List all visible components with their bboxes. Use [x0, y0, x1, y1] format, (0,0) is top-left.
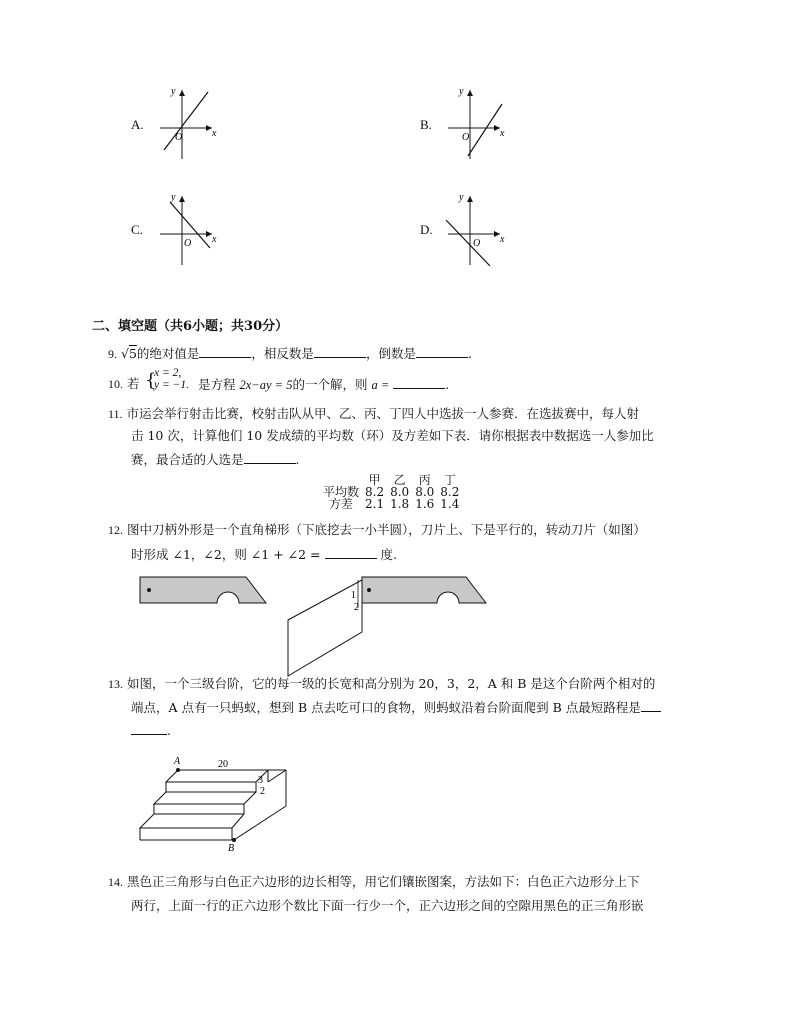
y-label: y: [459, 86, 464, 97]
point-b: [232, 838, 236, 842]
equation-line-2: y = −1.: [154, 379, 189, 391]
rivet-dot: [367, 588, 371, 592]
answer-blank[interactable]: [393, 376, 445, 389]
rivet-dot: [147, 588, 151, 592]
origin-label: O: [473, 238, 481, 249]
option-c-label: C.: [131, 222, 143, 237]
equation: 2x−ay = 5: [239, 378, 293, 392]
answer-blank[interactable]: [199, 345, 251, 358]
q9-text-3: ，倒数是: [365, 346, 416, 361]
q11-line-3-end: .: [295, 452, 300, 467]
label-b: B: [228, 843, 235, 852]
q10-text-2: 的一个解，则: [292, 377, 368, 392]
sqrt-expression: √5: [120, 346, 137, 361]
x-label: x: [500, 128, 505, 139]
graph-line: [446, 220, 490, 266]
answer-blank[interactable]: [416, 345, 468, 358]
q12-line-2-text: 时形成 ∠1，∠2，则 ∠1 + ∠2 =: [131, 547, 321, 562]
y-label: y: [459, 192, 464, 203]
question-13: [108, 676, 655, 692]
table-header: 丙: [418, 473, 431, 487]
point-a: [176, 768, 180, 772]
graph-a: [152, 84, 222, 164]
y-label: y: [171, 192, 176, 203]
question-number: 10.: [108, 377, 123, 391]
x-label: x: [212, 128, 217, 139]
table-header: 甲: [368, 473, 381, 487]
origin-label: O: [462, 132, 470, 143]
q13-line-3: [131, 722, 171, 739]
answer-blank[interactable]: [244, 451, 296, 464]
question-number: 13.: [108, 677, 123, 691]
table-cell: 平均数: [323, 485, 360, 499]
q9-text-4: .: [467, 346, 472, 361]
q14-line-2: 两行，上面一行的正六边形个数比下面一行少一个，正六边形之间的空隙用黑色的正三角形嵌: [131, 898, 644, 913]
origin-label: O: [175, 132, 183, 143]
label-width: 3: [258, 775, 263, 786]
q12-line-2: [131, 546, 397, 563]
graph-line: [468, 104, 502, 156]
answer-blank[interactable]: [131, 722, 167, 735]
table-header: 乙: [393, 473, 406, 487]
table-cell: 8.2: [440, 485, 460, 499]
answer-blank[interactable]: [641, 699, 661, 712]
y-label: y: [171, 86, 176, 97]
section-title: 二、填空题（共6小题；共30分）: [92, 319, 289, 334]
origin-label: O: [184, 238, 192, 249]
question-11: [108, 406, 639, 422]
question-10: [108, 376, 140, 392]
x-label: x: [212, 234, 217, 245]
option-b-label: B.: [420, 117, 432, 132]
table-cell: 8.2: [365, 485, 385, 499]
answer-blank[interactable]: [325, 546, 377, 559]
option-a-label: A.: [131, 117, 144, 132]
knife-figure: [138, 572, 490, 684]
q12-line-2-end: 度.: [380, 547, 397, 562]
table-cell: 2.1: [365, 497, 385, 511]
question-9: [108, 345, 472, 362]
table-cell: 8.0: [390, 485, 410, 499]
question-14: [108, 874, 640, 890]
label-length: 20: [218, 759, 228, 770]
question-number: 12.: [108, 523, 123, 537]
equation-line-1: x = 2,: [154, 367, 182, 379]
q11-line-2: 击 10 次，计算他们 10 发成绩的平均数（环）及方差如下表．请你根据表中数据选一人参加比: [131, 428, 654, 443]
variable: a =: [371, 378, 390, 392]
table-cell: 1.4: [440, 497, 460, 511]
table-cell: 1.6: [415, 497, 435, 511]
label-a: A: [174, 756, 181, 767]
table-cell: 1.8: [390, 497, 410, 511]
question-12: [108, 522, 646, 538]
question-number: 11.: [108, 407, 123, 421]
angle-1-label: 1: [351, 590, 356, 601]
q13-line-1: 如图，一个三级台阶，它的每一级的长宽和高分别为 20，3，2，A 和 B 是这个台阶两个相对的: [126, 676, 656, 691]
table-header: 丁: [443, 473, 456, 487]
table-cell: 8.0: [415, 485, 435, 499]
q9-text-1: 的绝对值是: [136, 346, 200, 361]
brace: {: [145, 370, 157, 391]
stats-table: [320, 474, 462, 510]
equation-system: [154, 367, 189, 391]
question-10-rest: [198, 376, 449, 393]
angle-2-label: 2: [354, 602, 359, 613]
graph-line: [164, 92, 208, 150]
answer-blank[interactable]: [314, 345, 366, 358]
q11-line-1: 市运会举行射击比赛，校射击队从甲、乙、丙、丁四人中选拔一人参赛．在选拔赛中，每人射: [126, 406, 640, 421]
q11-line-3-text: 赛，最合适的人选是: [131, 452, 244, 467]
q14-line-1: 黑色正三角形与白色正六边形的边长相等，用它们镶嵌图案，方法如下：白色正六边形分上下: [126, 874, 640, 889]
q10-text-3: .: [445, 377, 450, 392]
graph-b: [440, 84, 510, 164]
q10-text-1: 是方程: [198, 377, 236, 392]
table-row: [320, 498, 462, 510]
question-number: 9.: [108, 347, 117, 361]
q13-line-2: [131, 699, 661, 716]
q12-line-1: 图中刀柄外形是一个直角梯形（下底挖去一小半圆），刀片上、下是平行的，转动刀片（如图）: [126, 522, 646, 537]
q11-line-3: [131, 451, 300, 468]
option-d-label: D.: [420, 222, 433, 237]
question-number: 14.: [108, 875, 123, 889]
q13-line-3-end: .: [167, 723, 171, 738]
x-label: x: [500, 234, 505, 245]
q13-line-2-text: 端点，A 点有一只蚂蚁，想到 B 点去吃可口的食物，则蚂蚁沿着台阶面爬到 B 点最短路程是: [131, 700, 641, 715]
knife-handle-left: [140, 577, 266, 603]
table-cell: 方差: [329, 497, 354, 511]
q9-text-2: ，相反数是: [251, 346, 314, 361]
graph-c: [152, 190, 222, 270]
q10-text-ruo: 若: [126, 376, 140, 391]
knife-handle-right: [362, 577, 486, 603]
label-height: 2: [260, 786, 265, 797]
stairs-figure: [136, 752, 296, 852]
graph-d: [440, 190, 510, 270]
